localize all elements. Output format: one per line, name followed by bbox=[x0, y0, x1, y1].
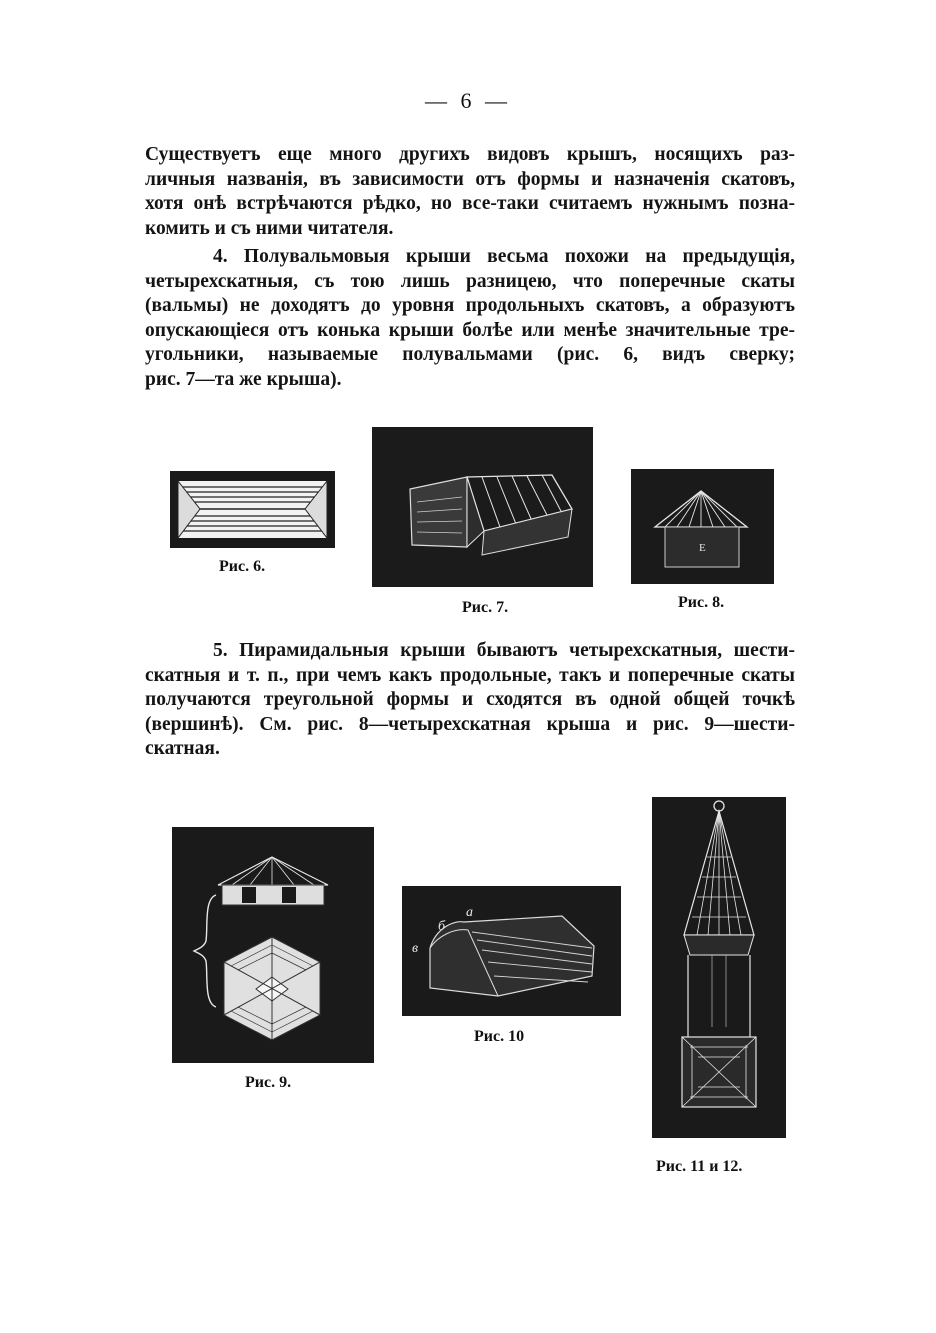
text-line: (вальмы) не доходятъ до уровня продольныхъ скатовъ, а образуютъ bbox=[145, 295, 795, 317]
figure-10-letter-b: б bbox=[438, 919, 446, 934]
paragraph-pyramid bbox=[145, 639, 795, 762]
caption-fig-7: Рис. 7. bbox=[462, 599, 509, 616]
caption-fig-9: Рис. 9. bbox=[245, 1074, 292, 1091]
text-line: опускающіеся отъ конька крыши болѣе или менѣе значительные тре- bbox=[145, 319, 795, 341]
caption-fig-11-12: Рис. 11 и 12. bbox=[656, 1158, 743, 1175]
figure-10-letter-v: в bbox=[412, 941, 419, 956]
figure-10-letter-a: а bbox=[466, 905, 473, 920]
paragraph-intro bbox=[145, 143, 795, 241]
text-line: угольники, называемые полувальмами (рис. 6, видъ сверку; bbox=[145, 344, 795, 366]
text-line: хотя онѣ встрѣчаются рѣдко, но все-таки считаемъ нужнымъ позна- bbox=[145, 193, 795, 215]
text-line: скатная. bbox=[145, 738, 220, 760]
caption-fig-8: Рис. 8. bbox=[678, 594, 725, 611]
text-line: четырехскатныя, съ тою лишь разницею, что поперечные скаты bbox=[145, 270, 795, 292]
caption-fig-10: Рис. 10 bbox=[474, 1028, 525, 1045]
figure-8-letter: Е bbox=[699, 542, 706, 554]
page-number: — 6 — bbox=[425, 88, 511, 113]
figure-9-hexagonal-roof bbox=[172, 827, 374, 1063]
text-line: получаются треугольной формы и сходятся въ одной общей точкѣ bbox=[145, 689, 795, 711]
paragraph-half-hip bbox=[145, 245, 795, 393]
figure-11-12-spire-roof bbox=[652, 797, 786, 1138]
caption-fig-6: Рис. 6. bbox=[219, 558, 266, 575]
figure-7-half-hip-roof bbox=[372, 427, 593, 587]
text-line: Существуетъ еще много другихъ видовъ крышъ, носящихъ раз- bbox=[145, 144, 795, 165]
text-line: комить и съ ними читателя. bbox=[145, 217, 394, 239]
text-line: 4. Полувальмовыя крыши весьма похожи на предыдущія, bbox=[213, 246, 795, 267]
text-line: рис. 7—та же крыша). bbox=[145, 368, 342, 390]
figure-8-pyramid-roof bbox=[631, 469, 774, 584]
text-line: (вершинѣ). См. рис. 8—четырехскатная крыша и рис. 9—шести- bbox=[145, 713, 795, 735]
text-line: скатныя и т. п., при чемъ какъ продольные, такъ и поперечные скаты bbox=[145, 664, 795, 686]
figure-6-roof-top-view bbox=[170, 471, 335, 548]
text-line: личныя названія, въ зависимости отъ формы и назначенія скатовъ, bbox=[145, 168, 795, 190]
text-line: 5. Пирамидальныя крыши бываютъ четырехскатныя, шести- bbox=[213, 640, 795, 661]
figure-10-labeled-roof bbox=[402, 886, 621, 1016]
